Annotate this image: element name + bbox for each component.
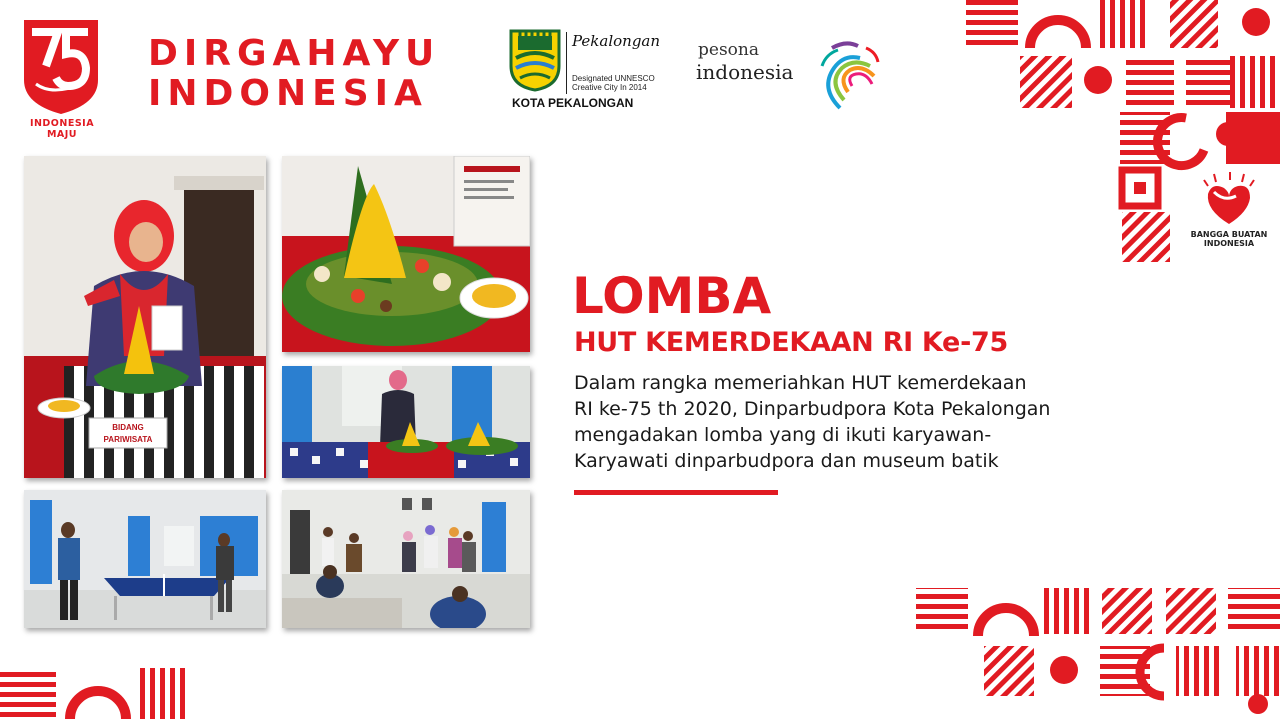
shield-75-icon	[22, 18, 100, 116]
city-crest-icon	[508, 28, 562, 92]
kota-pekalongan-label: KOTA PEKALONGAN	[512, 96, 634, 110]
pekalongan-script: Pekalongan	[572, 32, 661, 50]
photo-table-display	[282, 366, 530, 478]
kota-tag-line-2: Creative City In 2014	[572, 83, 647, 92]
sign-bidang: BIDANG	[112, 423, 144, 432]
kota-tag-line-1: Designated UNNESCO	[572, 74, 655, 83]
description-line-4: Karyawati dinparbudpora dan museum batik	[574, 450, 999, 472]
photo-group-activity	[282, 490, 530, 628]
bangga-buatan-indonesia-logo	[1184, 172, 1274, 258]
dirgahayu-title	[148, 34, 478, 114]
indonesia-maju-75-logo	[22, 18, 102, 140]
pesona-indonesia-logo	[694, 38, 884, 112]
heart-icon	[1184, 172, 1274, 230]
kota-pekalongan-logo	[508, 28, 661, 112]
accent-underline	[574, 490, 778, 495]
decorative-pattern-bottom-right	[914, 584, 1280, 719]
headline-subtitle: HUT KEMERDEKAAN RI Ke-75	[574, 327, 1008, 358]
description-text	[574, 370, 1174, 474]
description-line-3: mengadakan lomba yang di ikuti karyawan-	[574, 424, 992, 446]
pesona-word: pesona	[698, 40, 759, 60]
garuda-swirl-icon	[810, 38, 882, 112]
logo75-caption-1: INDONESIA	[29, 118, 95, 129]
photo-tumpeng-closeup	[282, 156, 530, 352]
photo-tumpeng-woman	[24, 156, 266, 478]
logo75-caption-2: MAJU	[46, 129, 78, 140]
photo-table-tennis	[24, 490, 266, 628]
logo-divider	[566, 32, 567, 94]
description-line-2: RI ke-75 th 2020, Dinparbudpora Kota Pekalongan	[574, 398, 1051, 420]
bangga-line-1: BANGGA BUATAN	[1190, 230, 1268, 239]
headline-title: LOMBA	[572, 267, 772, 325]
bangga-line-2: INDONESIA	[1203, 239, 1255, 248]
decorative-pattern-bottom-left	[0, 662, 190, 719]
dirgahayu-line-2: INDONESIA	[148, 73, 428, 114]
dirgahayu-line-1: DIRGAHAYU	[148, 33, 441, 74]
description-line-1: Dalam rangka memeriahkan HUT kemerdekaan	[574, 372, 1027, 394]
sign-pariwisata: PARIWISATA	[103, 435, 153, 444]
indonesia-word: indonesia	[696, 60, 794, 84]
